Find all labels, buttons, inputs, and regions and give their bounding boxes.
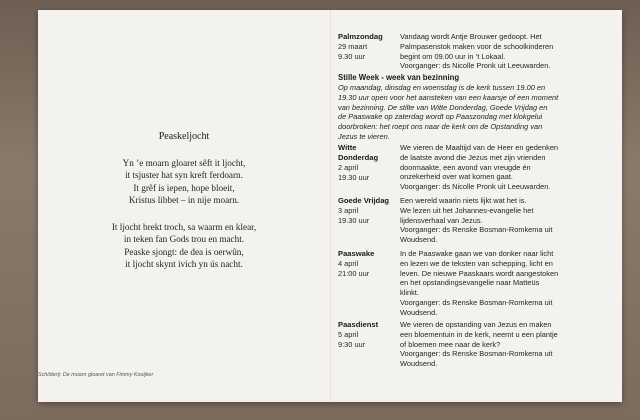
poem-stanza-1: [38, 157, 330, 206]
poem-line: in teken fan Gods trou en macht.: [123, 234, 245, 245]
entry-line: Op maandag, dinsdag en woensdag is de kerk tussen 19.00 en: [338, 83, 546, 92]
entry-line: Een wereld waarin niets lijkt wat het is.: [400, 196, 527, 205]
entry-line: van bezinning. De stilte van Witte Donderdag, Goede Vrijdag en: [338, 102, 548, 112]
entry-line: lijdensverhaal van Jezus.: [400, 215, 483, 225]
entry-line: en het opstandingsevangelie naar Matteüs: [400, 278, 540, 288]
entry-line: leven. De nieuwe Paaskaars wordt aangestoken: [400, 268, 559, 278]
entry-description: [400, 32, 616, 71]
entry-time: 21:00 uur: [338, 268, 370, 278]
entry-description: [400, 320, 616, 369]
entry-line: doorbroken: het roept ons naar de kerk om de Opstanding van: [338, 122, 543, 132]
poem-line: it tsjuster hat syn kreft ferdoarn.: [125, 170, 243, 181]
right-page: [338, 10, 618, 402]
entry-date: 29 maart: [338, 42, 368, 51]
entry-line: Woudsend.: [400, 307, 438, 317]
poem-title: Peaskeljocht: [158, 131, 210, 142]
entry-line: Voorganger: ds Renske Bosman-Romkema uit: [400, 225, 553, 235]
entry-line: begint om 09.00 uur in ’t Lokaal.: [400, 51, 506, 61]
entry-line: of bloemen mee naar de kerk?: [400, 339, 501, 349]
entry-date: 5 april: [338, 330, 359, 339]
poem-line: It ljocht brekt troch, sa waarm en klear,: [111, 222, 257, 232]
entry-line: en lezen we de teksten van schepping, licht en: [400, 258, 553, 268]
entry-name: Paasdienst: [338, 320, 379, 329]
entry-description: [400, 249, 616, 318]
entry-date: 3 april: [338, 206, 359, 215]
entry-line: We vieren de Maaltijd van de Heer en gedenken: [400, 143, 559, 152]
entry-line: Jezus te vieren.: [338, 131, 390, 141]
entry-line: Vandaag wordt Antje Brouwer gedoopt. Het: [400, 32, 542, 41]
poem-line: It grêf is iepen, hope bloeit,: [133, 182, 235, 193]
stille-week-description: [338, 83, 618, 142]
stille-week-title: Stille Week - week van bezinning: [338, 73, 460, 82]
left-page: [38, 10, 330, 402]
entry-line: 19.30 uur open voor het aansteken van een kaarsje of een moment: [338, 92, 559, 102]
entry-line: In de Paaswake gaan we van donker naar licht: [400, 249, 554, 258]
entry-meta: [338, 143, 398, 183]
entry-description: [400, 143, 616, 192]
entry-time: 19.30 uur: [338, 215, 370, 225]
entry-meta: [338, 320, 398, 350]
entry-line: Palmpasenstok maken voor de schoolkinderen: [400, 41, 554, 51]
folded-card: [38, 10, 622, 402]
entry-line: We vieren de opstanding van Jezus en maken: [400, 320, 552, 329]
entry-line: Voorganger: ds Nicolle Pronk uit Leeuwarden.: [400, 182, 551, 192]
poem-line: Yn ’e moarn gloaret sêft it ljocht,: [122, 158, 246, 168]
entry-time: 9:30 uur: [338, 339, 366, 349]
entry-line: Voorganger: ds Renske Bosman-Romkema uit: [400, 349, 553, 359]
card-fold: [330, 10, 332, 402]
entry-time: 19.30 uur: [338, 172, 370, 182]
entry-date: 4 april: [338, 259, 359, 268]
entry-line: onzekerheid over wat komen gaat.: [400, 172, 513, 182]
entry-line: doormaakte, een avond van vreugde én: [400, 162, 531, 172]
entry-meta: [338, 249, 398, 279]
entry-name: Donderdag: [338, 153, 379, 162]
poem-line: Kristus libbet – in nije moarn.: [128, 194, 240, 205]
entry-line: klinkt.: [400, 288, 419, 298]
entry-line: Voorganger: ds Nicolle Pronk uit Leeuwarden.: [400, 61, 551, 71]
entry-line: We lezen uit het Johannes-evangelie het: [400, 205, 534, 215]
entry-name: Witte: [338, 143, 357, 152]
entry-name: Palmzondag: [338, 32, 383, 41]
entry-line: de Paaswake op zaterdag wordt op Paaszondag met klokgelui: [338, 112, 543, 122]
poem-line: it ljocht skynt ivich yn ús nacht.: [125, 258, 243, 269]
entry-name: Goede Vrijdag: [338, 196, 390, 205]
entry-line: Voorganger: ds Renske Bosman-Romkema uit: [400, 297, 553, 307]
entry-stille-week: [338, 73, 618, 142]
entry-name: Paaswake: [338, 249, 375, 258]
entry-date: 2 april: [338, 163, 359, 172]
entry-line: de laatste avond die Jezus met zijn vrienden: [400, 152, 546, 162]
poem-stanza-2: [38, 221, 330, 270]
poem-line: Peaske sjongt: de dea is oerwûn,: [124, 246, 244, 257]
entry-line: een bloementuin in de kerk, neemt u een plantje: [400, 329, 558, 339]
entry-line: Woudsend.: [400, 359, 438, 369]
entry-description: [400, 196, 616, 245]
entry-meta: [338, 196, 398, 226]
entry-line: Woudsend.: [400, 235, 438, 245]
entry-time: 9.30 uur: [338, 51, 366, 61]
painting-credit: Schilderij: De moarn gloaret van Fimmy Kooijker: [38, 372, 154, 378]
entry-meta: [338, 32, 398, 62]
